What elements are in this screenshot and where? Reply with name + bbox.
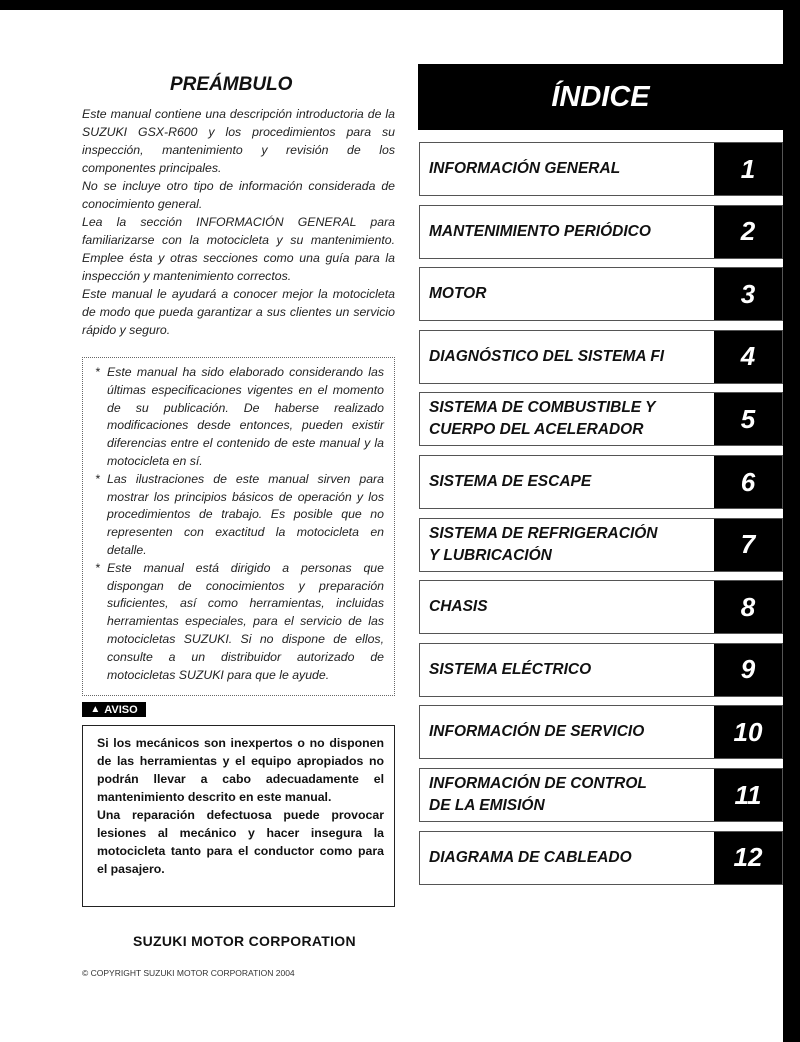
note-item: [95, 364, 384, 471]
toc-item-label: CHASIS: [429, 598, 488, 616]
toc-item-diagrama-cableado[interactable]: [419, 831, 783, 885]
toc-item-combustible[interactable]: [419, 392, 783, 446]
note-bullet: *: [95, 471, 100, 486]
toc-item-escape[interactable]: [419, 455, 783, 509]
toc-item-number: 2: [714, 206, 782, 258]
note-item: [95, 471, 384, 560]
toc-item-label: MOTOR: [429, 285, 487, 303]
note-bullet: *: [95, 560, 100, 575]
toc-item-mantenimiento-periodico[interactable]: [419, 205, 783, 259]
toc-item-informacion-general[interactable]: [419, 142, 783, 196]
preambulo-paragraph: No se incluye otro tipo de información considerada de conocimiento general.: [82, 179, 395, 211]
toc-item-number: 3: [714, 268, 782, 320]
toc-item-number: 4: [714, 331, 782, 383]
note-bullet: *: [95, 365, 100, 379]
aviso-badge: [82, 702, 146, 717]
toc-item-number: 6: [714, 456, 782, 508]
manual-page: [0, 10, 783, 1042]
toc-item-number: 8: [714, 581, 782, 633]
aviso-box: [82, 725, 395, 907]
toc-item-sistema-electrico[interactable]: [419, 643, 783, 697]
preambulo-paragraph: Este manual contiene una descripción introductoria de la SUZUKI GSX-R600 y los procedimientos para su inspección, mantenimiento y revisión de los componentes principales.: [82, 107, 395, 175]
toc-item-motor[interactable]: [419, 267, 783, 321]
toc-item-number: 5: [714, 393, 782, 445]
preambulo-paragraph: Este manual le ayudará a conocer mejor la motocicleta de modo que pueda garantizar a sus clientes un servicio rápido y seguro.: [82, 287, 395, 337]
preambulo-paragraph: Lea la sección INFORMACIÓN GENERAL para familiarizarse con la motocicleta y su mantenimiento. Emplee ésta y otras secciones como una guía para la inspección y mantenimiento correctos.: [82, 215, 395, 283]
toc-item-label: SISTEMA ELÉCTRICO: [429, 660, 592, 678]
notes-box: [82, 357, 395, 696]
toc-item-number: 7: [714, 519, 782, 571]
indice-title: ÍNDICE: [418, 64, 783, 130]
toc-item-chasis[interactable]: [419, 580, 783, 634]
note-text: Las ilustraciones de este manual sirven para mostrar los principios básicos de operación y los procedimientos de trabajo. Es posible que no representen con exactitud la motocicleta en detalle.: [107, 471, 384, 557]
toc-item-label: SISTEMA DE COMBUSTIBLE Y CUERPO DEL ACELERADOR: [429, 399, 656, 439]
toc-item-label: INFORMACIÓN DE CONTROL DE LA EMISIÓN: [429, 775, 647, 814]
aviso-label: AVISO: [104, 703, 138, 716]
toc-item-label: INFORMACIÓN DE SERVICIO: [429, 723, 645, 741]
preambulo-title: PREÁMBULO: [170, 74, 293, 95]
toc-item-label: DIAGRAMA DE CABLEADO: [429, 848, 632, 866]
toc-item-informacion-servicio[interactable]: [419, 705, 783, 759]
toc-item-label: SISTEMA DE REFRIGERACIÓN Y LUBRICACIÓN: [429, 524, 658, 564]
warning-triangle-icon: ▲: [90, 704, 101, 715]
toc-item-number: 12: [714, 832, 782, 884]
copyright-notice: © COPYRIGHT SUZUKI MOTOR CORPORATION 2004: [82, 968, 295, 978]
toc-item-diagnostico-fi[interactable]: [419, 330, 783, 384]
toc-item-number: 11: [714, 769, 782, 821]
toc-item-label: MANTENIMIENTO PERIÓDICO: [429, 222, 651, 240]
preambulo-text: [82, 105, 395, 339]
note-text: Este manual ha sido elaborado considerando las últimas especificaciones vigentes en el momento de su publicación. De haberse realizado modificaciones desde entonces, pueden existir diferencias entre el contenido de este manual y la motocicleta en sí.: [107, 365, 384, 468]
toc-item-label: INFORMACIÓN GENERAL: [429, 160, 621, 177]
corporation-name: SUZUKI MOTOR CORPORATION: [133, 933, 356, 949]
note-text: Este manual está dirigido a personas que dispongan de conocimientos y preparación suficientes, así como herramientas, incluidas herramientas especiales, para el servicio de las motocicletas SUZUKI. Si no dispone de ellos, consulte a un distribuidor autorizado de motocicletas SUZUKI para que le ayude.: [107, 560, 384, 682]
toc-item-refrigeracion[interactable]: [419, 518, 783, 572]
toc-item-control-emision[interactable]: [419, 768, 783, 822]
toc-item-number: 10: [714, 706, 782, 758]
toc-item-label: DIAGNÓSTICO DEL SISTEMA FI: [429, 347, 665, 365]
toc-item-number: 9: [714, 644, 782, 696]
toc-item-number: 1: [714, 143, 782, 195]
toc-item-label: SISTEMA DE ESCAPE: [429, 473, 592, 490]
note-item: [95, 560, 384, 685]
aviso-paragraph: Una reparación defectuosa puede provocar lesiones al mecánico y hacer insegura la motocicleta tanto para el conductor como para el pasajero.: [97, 808, 384, 876]
aviso-paragraph: Si los mecánicos son inexpertos o no disponen de las herramientas y el equipo apropiados no podrán llevar a cabo adecuadamente el mantenimiento descrito en este manual.: [97, 736, 384, 804]
